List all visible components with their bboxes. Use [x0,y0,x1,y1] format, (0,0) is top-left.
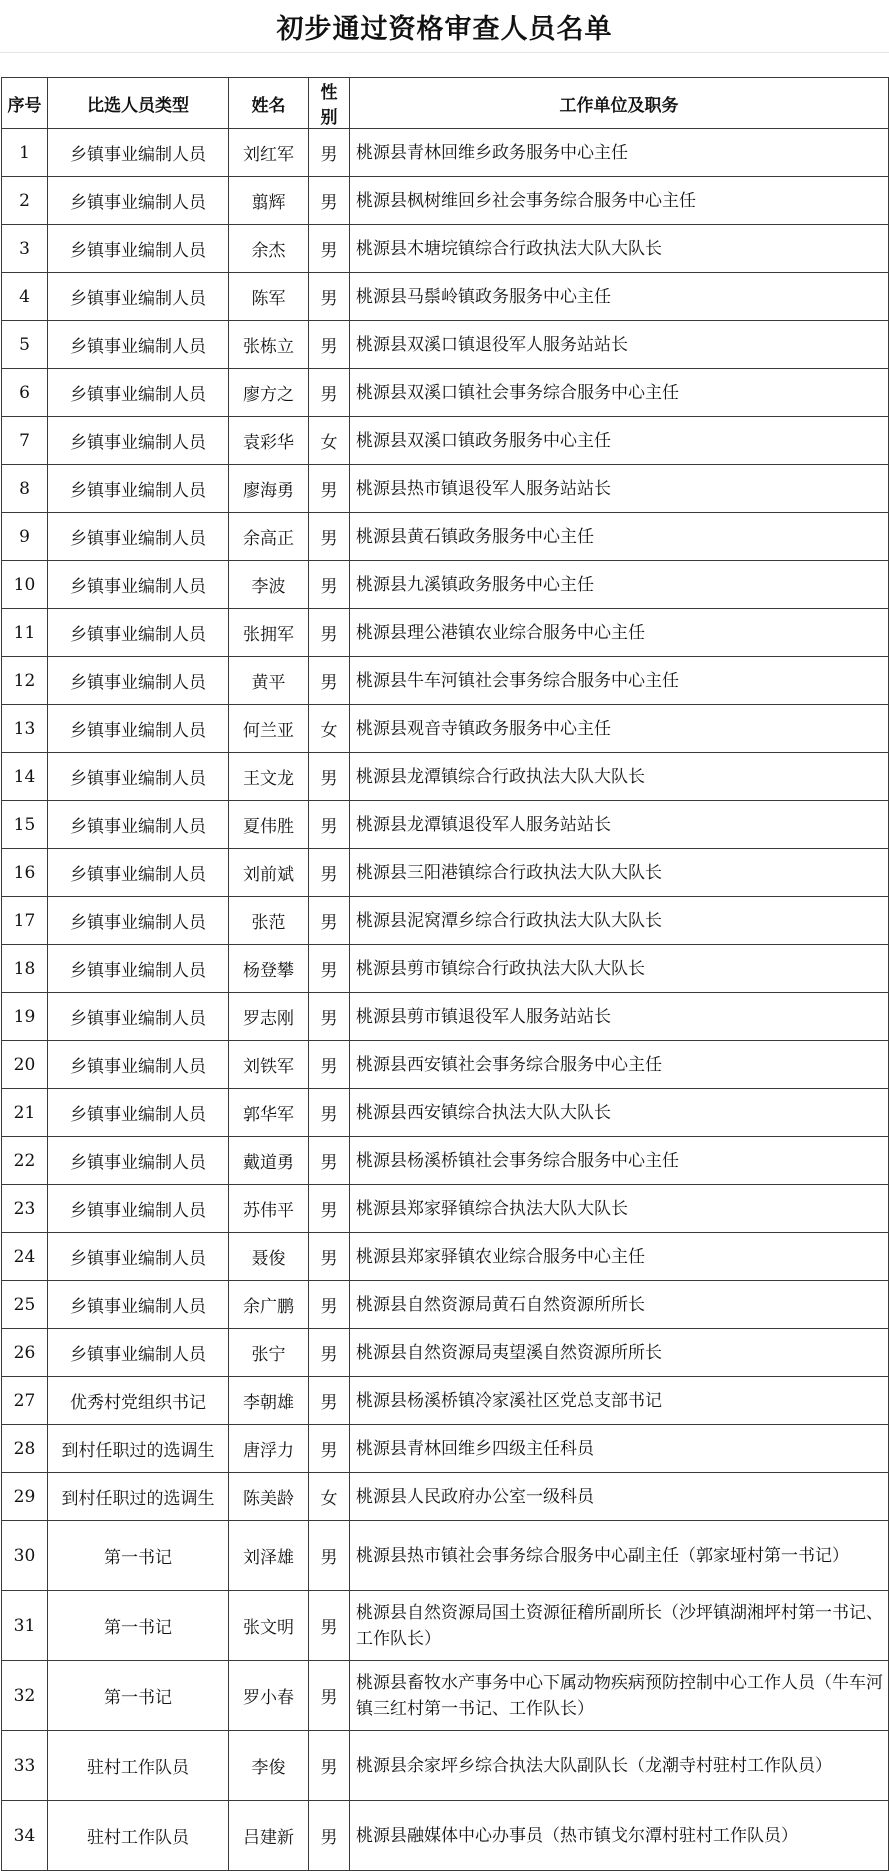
cell-unit: 桃源县西安镇综合执法大队大队长 [350,1089,889,1137]
cell-no: 27 [2,1377,48,1425]
cell-unit: 桃源县理公港镇农业综合服务中心主任 [350,609,889,657]
cell-gender: 男 [309,225,350,273]
table-row [2,1233,889,1281]
cell-gender: 男 [309,897,350,945]
table-row [2,369,889,417]
cell-no: 2 [2,177,48,225]
cell-name: 廖方之 [229,369,309,417]
cell-name: 刘红军 [229,129,309,177]
cell-unit: 桃源县泥窝潭乡综合行政执法大队大队长 [350,897,889,945]
cell-unit: 桃源县青林回维乡四级主任科员 [350,1425,889,1473]
cell-unit: 桃源县枫树维回乡社会事务综合服务中心主任 [350,177,889,225]
cell-unit: 桃源县剪市镇退役军人服务站站长 [350,993,889,1041]
table-row [2,1425,889,1473]
cell-gender: 男 [309,177,350,225]
cell-type: 乡镇事业编制人员 [48,1185,229,1233]
table-row [2,1137,889,1185]
cell-unit: 桃源县自然资源局黄石自然资源所所长 [350,1281,889,1329]
cell-name: 黄平 [229,657,309,705]
cell-no: 16 [2,849,48,897]
cell-type: 乡镇事业编制人员 [48,801,229,849]
cell-type: 乡镇事业编制人员 [48,609,229,657]
cell-unit: 桃源县融媒体中心办事员（热市镇戈尔潭村驻村工作队员） [350,1801,889,1871]
table-row [2,1521,889,1591]
cell-type: 乡镇事业编制人员 [48,705,229,753]
cell-unit: 桃源县杨溪桥镇社会事务综合服务中心主任 [350,1137,889,1185]
table-row [2,513,889,561]
cell-unit: 桃源县九溪镇政务服务中心主任 [350,561,889,609]
title-bar [0,0,889,53]
cell-gender: 男 [309,657,350,705]
cell-no: 15 [2,801,48,849]
table-row [2,1041,889,1089]
cell-gender: 男 [309,465,350,513]
cell-gender: 男 [309,513,350,561]
cell-name: 陈军 [229,273,309,321]
cell-unit: 桃源县杨溪桥镇冷家溪社区党总支部书记 [350,1377,889,1425]
cell-type: 乡镇事业编制人员 [48,1281,229,1329]
cell-unit: 桃源县余家坪乡综合执法大队副队长（龙潮寺村驻村工作队员） [350,1731,889,1801]
cell-type: 乡镇事业编制人员 [48,513,229,561]
table-row [2,1473,889,1521]
cell-no: 8 [2,465,48,513]
header-name: 姓名 [229,78,309,129]
header-no: 序号 [2,78,48,129]
cell-no: 24 [2,1233,48,1281]
cell-unit: 桃源县郑家驿镇农业综合服务中心主任 [350,1233,889,1281]
cell-no: 22 [2,1137,48,1185]
cell-unit: 桃源县双溪口镇政务服务中心主任 [350,417,889,465]
table-row [2,417,889,465]
cell-gender: 男 [309,753,350,801]
cell-gender: 男 [309,993,350,1041]
cell-type: 乡镇事业编制人员 [48,129,229,177]
cell-gender: 男 [309,1137,350,1185]
cell-name: 张文明 [229,1591,309,1661]
cell-no: 20 [2,1041,48,1089]
cell-type: 乡镇事业编制人员 [48,1089,229,1137]
cell-type: 乡镇事业编制人员 [48,945,229,993]
cell-type: 乡镇事业编制人员 [48,753,229,801]
cell-type: 第一书记 [48,1661,229,1731]
cell-no: 32 [2,1661,48,1731]
cell-name: 苏伟平 [229,1185,309,1233]
table-row [2,1591,889,1661]
table-row [2,225,889,273]
cell-no: 30 [2,1521,48,1591]
cell-no: 11 [2,609,48,657]
table-row [2,945,889,993]
cell-no: 19 [2,993,48,1041]
table-row [2,321,889,369]
cell-no: 12 [2,657,48,705]
header-gender: 性别 [309,78,350,129]
table-row [2,1281,889,1329]
cell-no: 26 [2,1329,48,1377]
cell-gender: 男 [309,1425,350,1473]
cell-gender: 女 [309,1473,350,1521]
cell-type: 乡镇事业编制人员 [48,465,229,513]
table-row [2,609,889,657]
cell-gender: 男 [309,1521,350,1591]
cell-no: 4 [2,273,48,321]
cell-type: 乡镇事业编制人员 [48,225,229,273]
header-unit: 工作单位及职务 [350,78,889,129]
cell-gender: 男 [309,129,350,177]
header-row [2,78,889,129]
cell-type: 乡镇事业编制人员 [48,657,229,705]
cell-no: 29 [2,1473,48,1521]
cell-no: 28 [2,1425,48,1473]
cell-no: 1 [2,129,48,177]
cell-type: 乡镇事业编制人员 [48,1329,229,1377]
table-row [2,705,889,753]
cell-no: 33 [2,1731,48,1801]
cell-unit: 桃源县热市镇社会事务综合服务中心副主任（郭家垭村第一书记） [350,1521,889,1591]
table-row [2,1329,889,1377]
cell-type: 乡镇事业编制人员 [48,417,229,465]
cell-name: 王文龙 [229,753,309,801]
cell-name: 余高正 [229,513,309,561]
cell-name: 李俊 [229,1731,309,1801]
cell-gender: 男 [309,1591,350,1661]
cell-type: 乡镇事业编制人员 [48,177,229,225]
cell-name: 唐浮力 [229,1425,309,1473]
cell-unit: 桃源县木塘垸镇综合行政执法大队大队长 [350,225,889,273]
cell-name: 刘铁军 [229,1041,309,1089]
cell-unit: 桃源县观音寺镇政务服务中心主任 [350,705,889,753]
cell-name: 陈美龄 [229,1473,309,1521]
table-row [2,561,889,609]
cell-no: 14 [2,753,48,801]
cell-unit: 桃源县龙潭镇退役军人服务站站长 [350,801,889,849]
cell-no: 13 [2,705,48,753]
cell-name: 张拥军 [229,609,309,657]
cell-type: 第一书记 [48,1521,229,1591]
table-row [2,657,889,705]
cell-gender: 男 [309,1661,350,1731]
cell-type: 乡镇事业编制人员 [48,561,229,609]
cell-no: 34 [2,1801,48,1871]
table-row [2,993,889,1041]
cell-gender: 男 [309,1281,350,1329]
cell-name: 郭华军 [229,1089,309,1137]
table-row [2,897,889,945]
cell-type: 到村任职过的选调生 [48,1425,229,1473]
cell-name: 吕建新 [229,1801,309,1871]
cell-unit: 桃源县西安镇社会事务综合服务中心主任 [350,1041,889,1089]
cell-gender: 男 [309,273,350,321]
table-row [2,1661,889,1731]
cell-name: 罗志刚 [229,993,309,1041]
cell-gender: 男 [309,1731,350,1801]
cell-gender: 男 [309,1377,350,1425]
cell-type: 驻村工作队员 [48,1801,229,1871]
cell-unit: 桃源县龙潭镇综合行政执法大队大队长 [350,753,889,801]
cell-type: 乡镇事业编制人员 [48,369,229,417]
cell-name: 袁彩华 [229,417,309,465]
cell-gender: 男 [309,849,350,897]
cell-unit: 桃源县剪市镇综合行政执法大队大队长 [350,945,889,993]
cell-name: 张栋立 [229,321,309,369]
cell-unit: 桃源县黄石镇政务服务中心主任 [350,513,889,561]
cell-type: 乡镇事业编制人员 [48,273,229,321]
cell-name: 刘前斌 [229,849,309,897]
cell-type: 乡镇事业编制人员 [48,897,229,945]
cell-gender: 男 [309,1185,350,1233]
cell-unit: 桃源县双溪口镇社会事务综合服务中心主任 [350,369,889,417]
cell-gender: 男 [309,321,350,369]
cell-name: 廖海勇 [229,465,309,513]
table-row [2,1801,889,1871]
cell-no: 25 [2,1281,48,1329]
table-row [2,1089,889,1137]
cell-type: 乡镇事业编制人员 [48,849,229,897]
cell-name: 杨登攀 [229,945,309,993]
cell-no: 21 [2,1089,48,1137]
cell-name: 聂俊 [229,1233,309,1281]
cell-unit: 桃源县热市镇退役军人服务站站长 [350,465,889,513]
cell-name: 李朝雄 [229,1377,309,1425]
table-row [2,753,889,801]
cell-type: 乡镇事业编制人员 [48,321,229,369]
table-row [2,129,889,177]
cell-type: 优秀村党组织书记 [48,1377,229,1425]
cell-unit: 桃源县自然资源局夷望溪自然资源所所长 [350,1329,889,1377]
cell-no: 10 [2,561,48,609]
cell-no: 5 [2,321,48,369]
spacer [0,53,889,77]
cell-gender: 男 [309,1233,350,1281]
cell-unit: 桃源县畜牧水产事务中心下属动物疾病预防控制中心工作人员（牛车河镇三红村第一书记、工作队长） [350,1661,889,1731]
cell-type: 乡镇事业编制人员 [48,1137,229,1185]
cell-unit: 桃源县人民政府办公室一级科员 [350,1473,889,1521]
table-row [2,1377,889,1425]
cell-gender: 男 [309,1041,350,1089]
cell-gender: 男 [309,945,350,993]
cell-name: 刘泽雄 [229,1521,309,1591]
cell-unit: 桃源县自然资源局国土资源征稽所副所长（沙坪镇湖湘坪村第一书记、工作队长） [350,1591,889,1661]
cell-no: 31 [2,1591,48,1661]
cell-type: 第一书记 [48,1591,229,1661]
cell-no: 17 [2,897,48,945]
table-row [2,273,889,321]
cell-name: 余广鹏 [229,1281,309,1329]
cell-name: 何兰亚 [229,705,309,753]
cell-type: 乡镇事业编制人员 [48,1233,229,1281]
header-type: 比选人员类型 [48,78,229,129]
cell-gender: 女 [309,705,350,753]
cell-no: 18 [2,945,48,993]
table-row [2,801,889,849]
cell-gender: 男 [309,801,350,849]
cell-name: 李波 [229,561,309,609]
table-row [2,177,889,225]
cell-name: 戴道勇 [229,1137,309,1185]
cell-name: 张宁 [229,1329,309,1377]
table-row [2,849,889,897]
cell-unit: 桃源县马鬃岭镇政务服务中心主任 [350,273,889,321]
cell-gender: 女 [309,417,350,465]
cell-name: 罗小春 [229,1661,309,1731]
cell-gender: 男 [309,1801,350,1871]
table-row [2,1731,889,1801]
cell-type: 乡镇事业编制人员 [48,993,229,1041]
cell-unit: 桃源县三阳港镇综合行政执法大队大队长 [350,849,889,897]
cell-unit: 桃源县双溪口镇退役军人服务站站长 [350,321,889,369]
table-row [2,1185,889,1233]
cell-gender: 男 [309,1329,350,1377]
cell-unit: 桃源县青林回维乡政务服务中心主任 [350,129,889,177]
cell-type: 到村任职过的选调生 [48,1473,229,1521]
roster-table [1,77,889,1871]
cell-no: 3 [2,225,48,273]
cell-no: 7 [2,417,48,465]
cell-gender: 男 [309,609,350,657]
cell-unit: 桃源县郑家驿镇综合执法大队大队长 [350,1185,889,1233]
cell-name: 夏伟胜 [229,801,309,849]
page-title: 初步通过资格审查人员名单 [276,13,613,45]
cell-gender: 男 [309,561,350,609]
cell-gender: 男 [309,1089,350,1137]
cell-no: 9 [2,513,48,561]
cell-gender: 男 [309,369,350,417]
cell-unit: 桃源县牛车河镇社会事务综合服务中心主任 [350,657,889,705]
cell-no: 6 [2,369,48,417]
cell-name: 翦辉 [229,177,309,225]
cell-type: 乡镇事业编制人员 [48,1041,229,1089]
cell-no: 23 [2,1185,48,1233]
cell-name: 张范 [229,897,309,945]
cell-type: 驻村工作队员 [48,1731,229,1801]
cell-name: 余杰 [229,225,309,273]
table-row [2,465,889,513]
